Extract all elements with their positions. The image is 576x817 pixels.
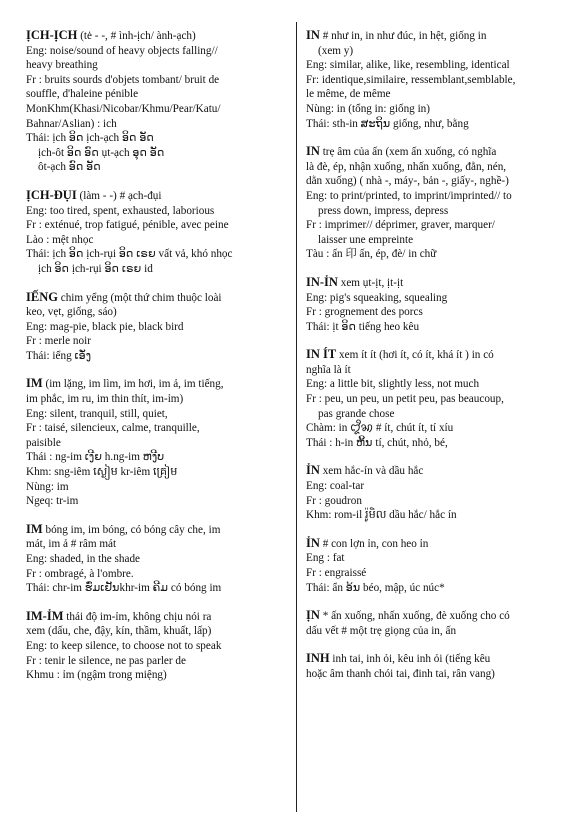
headword: IẾNG [26, 289, 58, 304]
entry-text: im phắc, im ru, im thin thít, im-ỉm) [26, 393, 184, 406]
dictionary-entry-in-an [306, 144, 554, 262]
dictionary-entry-inh [306, 651, 554, 681]
entry-line [26, 320, 288, 335]
entry-line [306, 233, 554, 248]
entry-line [306, 436, 554, 451]
headword: IN [306, 144, 320, 159]
entry-text: Fr : exténué, trop fatigué, pénible, avec peine [26, 219, 229, 232]
dictionary-entry-im-mat [26, 522, 288, 596]
entry-heading-line [306, 347, 554, 363]
entry-text: pas grande chose [318, 407, 395, 420]
entry-heading-line [306, 463, 554, 479]
entry-line [26, 233, 288, 248]
entry-line [306, 174, 554, 189]
entry-text: mát, im ả # râm mát [26, 538, 117, 551]
entry-line [26, 581, 288, 596]
entry-text: bóng im, im bóng, có bóng cây che, im [42, 523, 221, 536]
entry-line [26, 102, 288, 117]
entry-line [306, 551, 554, 566]
dictionary-entry-in-heo [306, 536, 554, 595]
entry-line [306, 363, 554, 378]
headword: ỊCH-ỊCH [26, 28, 78, 42]
entry-line [306, 58, 554, 73]
entry-text: MonKhm(Khasi/Nicobar/Khmu/Pear/Katu/ [26, 102, 221, 115]
headword: ỊN [306, 608, 320, 623]
entry-line [26, 567, 288, 582]
entry-text: * ấn xuống, nhấn xuống, đè xuống cho có [319, 610, 510, 623]
entry-heading-line [306, 28, 554, 44]
headword: ỈN [306, 535, 320, 550]
entry-text: Fr : grognement des porcs [306, 306, 423, 319]
entry-text: trẹ âm của ấn (xem ấn xuống, có nghĩa [319, 146, 497, 159]
entry-line [26, 73, 288, 88]
entry-line [26, 117, 288, 132]
entry-text: xem ụt-ịt, ịt-ịt [337, 276, 404, 289]
dictionary-entry-ieng [26, 290, 288, 364]
dictionary-entry-in-in [306, 275, 554, 334]
dictionary-entry-im-im [26, 609, 288, 683]
entry-text: Khm: rom-il រ៉ូមិល dầu hắc/ hắc ín [306, 509, 457, 522]
entry-text: Fr: identique,similaire, ressemblant,semblable, [306, 73, 516, 86]
entry-line [306, 117, 554, 132]
entry-line [26, 537, 288, 552]
entry-text: dằn xuống) ( nhà -, máy-, bản -, giấy-, nghề-) [306, 175, 509, 188]
entry-text: dấu vết # một trẹ giọng của in, ấn [306, 624, 457, 637]
entry-text: Eng: to print/printed, to imprint/imprinted// to [306, 189, 512, 202]
entry-text: Ngeq: tr-im [26, 495, 79, 508]
entry-text: # như in, in như đúc, in hệt, giống in [319, 30, 487, 42]
entry-line [26, 494, 288, 509]
entry-heading-line [26, 522, 288, 538]
entry-text: ịch ອິດ ịch-rụi ອິດ ເຣຍ id [38, 262, 153, 275]
entry-text: Fr : peu, un peu, un petit peu, pas beaucoup, [306, 393, 504, 406]
entry-line [26, 654, 288, 669]
entry-text: Thái: sth-in ສະຖິນ giống, như, bằng [306, 117, 469, 130]
entry-line [26, 44, 288, 59]
entry-line [26, 218, 288, 233]
entry-line [306, 204, 554, 219]
entry-line [306, 44, 554, 59]
entry-line [306, 247, 554, 262]
entry-text: paisible [26, 436, 61, 449]
entry-text: inh tai, inh ỏi, kêu inh ỏi (tiếng kêu [329, 653, 491, 666]
entry-text: Fr : tenir le silence, ne pas parler de [26, 654, 186, 667]
entry-line [26, 465, 288, 480]
entry-text: Fr : imprimer// déprimer, graver, marquer/ [306, 219, 495, 232]
entry-text: Thái: ịch ອິດ ịch-rụi ອິດ ເຣຍ vất vả, khó nhọc [26, 248, 233, 261]
entry-heading-line [26, 290, 288, 306]
entry-line [26, 552, 288, 567]
entry-line [26, 436, 288, 451]
entry-text: chim yểng (một thứ chim thuộc loài [57, 291, 222, 304]
entry-line [26, 668, 288, 683]
entry-text: Eng : fat [306, 552, 345, 565]
entry-text: Fr : bruits sourds d'objets tombant/ bruit de [26, 73, 220, 86]
entry-text: Chàm: in ꨁꨪꩆ # ít, chút ít, tí xíu [306, 422, 454, 435]
entry-text: Eng: silent, tranquil, still, quiet, [26, 407, 168, 420]
entry-line [26, 204, 288, 219]
entry-text: Fr : merle noir [26, 335, 91, 348]
entry-text: Eng: similar, alike, like, resembling, identical [306, 59, 510, 72]
entry-text: heavy breathing [26, 59, 98, 72]
headword: ỊCH-ĐỤI [26, 187, 77, 202]
entry-line [26, 160, 288, 175]
entry-line [306, 407, 554, 422]
entry-line [306, 508, 554, 523]
entry-text: Thái: ịt ອິດ tiếng heo kêu [306, 320, 420, 333]
entry-line [306, 102, 554, 117]
entry-line [26, 349, 288, 364]
dictionary-entry-in-nhan [306, 608, 554, 638]
entry-heading-line [26, 28, 288, 44]
headword: IN [306, 28, 320, 42]
entry-text: keo, vẹt, giống, sáo) [26, 306, 117, 319]
entry-heading-line [26, 609, 288, 625]
entry-text: Eng: noise/sound of heavy objects falling// [26, 44, 218, 57]
entry-line [26, 480, 288, 495]
dictionary-entry-in-nhu [306, 28, 554, 131]
entry-text: (tė - -, # ình-ịch/ ành-ạch) [77, 30, 196, 42]
entry-text: Thái : h-in ຫິ້ນ tí, chút, nhỏ, bé, [306, 436, 448, 449]
entry-text: ịch-ôt ອິດ ອົດ ụt-ạch ອຸດ ອັດ [38, 146, 165, 159]
entry-text: Thái: chr-im ຮົ່ມເຢັນkhr-im ຄີມ có bóng im [26, 582, 222, 595]
entry-text: Khmu : ỉm (ngậm trong miệng) [26, 669, 167, 682]
entry-text: Thái: iểng ເອັ່ງ [26, 349, 92, 362]
entry-text: Thái: ịch ອິດ ịch-ạch ອິດ ອັດ [26, 132, 154, 145]
entry-line [306, 479, 554, 494]
entry-text: press down, impress, depress [318, 204, 449, 217]
entry-line [306, 189, 554, 204]
entry-heading-line [306, 651, 554, 667]
entry-line [26, 392, 288, 407]
dictionary-entry-im [26, 376, 288, 508]
entry-line [26, 334, 288, 349]
headword: IM-ỈM [26, 608, 64, 623]
headword: IM [26, 376, 43, 391]
entry-line [26, 450, 288, 465]
entry-line [306, 494, 554, 509]
entry-line [26, 131, 288, 146]
entry-text: ôt-ạch ອົດ ອັດ [38, 161, 101, 174]
column-divider [296, 22, 297, 812]
entry-line [306, 320, 554, 335]
entry-text: là đè, ép, nhận xuống, nhấn xuống, đằn, nén, [306, 160, 507, 173]
entry-text: Eng: shaded, in the shade [26, 553, 141, 565]
headword: IN ÍT [306, 347, 337, 362]
entry-line [306, 218, 554, 233]
entry-heading-line [306, 608, 554, 624]
entry-line [306, 667, 554, 682]
entry-text: laisser une empreinte [318, 233, 414, 246]
dictionary-entry-in-it [306, 347, 554, 450]
entry-heading-line [306, 144, 554, 160]
entry-heading-line [26, 188, 288, 204]
left-column [26, 28, 288, 696]
entry-heading-line [306, 536, 554, 552]
entry-text: (xem y) [318, 44, 354, 57]
headword: INH [306, 651, 330, 666]
entry-text: le même, de même [306, 88, 391, 101]
entry-line [306, 87, 554, 102]
entry-line [26, 639, 288, 654]
headword: IN-ỈN [306, 274, 338, 289]
entry-line [26, 58, 288, 73]
entry-text: Nùng: im [26, 480, 69, 493]
entry-text: Eng: to keep silence, to choose not to speak [26, 639, 222, 652]
entry-text: Fr : ombragé, à l'ombre. [26, 567, 134, 580]
entry-text: Thái: ẩn ອ້ນ béo, mập, úc núc* [306, 581, 445, 594]
entry-text: xem hắc-ín và dầu hắc [319, 465, 424, 478]
entry-line [26, 624, 288, 639]
entry-text: hoặc âm thanh chói tai, đinh tai, rân vang) [306, 667, 495, 680]
entry-text: Thái : ng-im ເງີຍ h.ng-im ຫງີບ [26, 451, 165, 464]
entry-text: Lào : mệt nhọc [26, 233, 94, 246]
entry-line [306, 160, 554, 175]
dictionary-entry-ich-dui [26, 188, 288, 277]
headword: IM [26, 521, 43, 536]
entry-line [306, 566, 554, 581]
entry-text: Fr : taisé, silencieux, calme, tranquille, [26, 422, 200, 435]
entry-text: xem (dấu, che, đậy, kín, thầm, khuất, lấp) [26, 625, 212, 638]
entry-text: Fr : goudron [306, 494, 362, 507]
entry-text: Fr : engraissé [306, 567, 367, 579]
entry-line [306, 624, 554, 639]
entry-text: Nùng: in (tổng in: giống in) [306, 102, 430, 115]
entry-text: (im lặng, im lìm, im hơi, im ả, im tiếng, [42, 378, 224, 391]
entry-line [26, 305, 288, 320]
entry-line [26, 247, 288, 262]
entry-line [306, 392, 554, 407]
entry-line [306, 305, 554, 320]
right-column [306, 28, 554, 695]
entry-text: thái độ im-ỉm, không chịu nói ra [63, 610, 212, 623]
entry-line [26, 421, 288, 436]
entry-text: Tàu : ấn 印 ấn, ép, đè/ in chữ [306, 248, 437, 261]
entry-text: Bahnar/Aslian) : ich [26, 117, 117, 130]
dictionary-entry-ich-ich [26, 28, 288, 175]
entry-text: Eng: coal-tar [306, 480, 365, 493]
entry-line [26, 407, 288, 422]
entry-text: (làm - -) # ạch-đụi [76, 189, 162, 202]
entry-text: Khm: sng-iêm ស្ងៀម kr-iêm គ្រៀម [26, 466, 178, 479]
entry-text: Eng: pig's squeaking, squealing [306, 291, 448, 304]
entry-text: Eng: too tired, spent, exhausted, laborious [26, 204, 215, 217]
entry-text: xem ít ít (hơi ít, có ít, khá ít ) in có [336, 349, 494, 362]
headword: ỈN [306, 463, 320, 478]
entry-line [306, 377, 554, 392]
entry-heading-line [306, 275, 554, 291]
entry-line [26, 87, 288, 102]
entry-text: Eng: a little bit, slightly less, not much [306, 378, 480, 391]
entry-text: nghĩa là ít [306, 363, 351, 376]
entry-text: # con lợn ỉn, con heo ỉn [319, 537, 429, 550]
entry-line [306, 291, 554, 306]
entry-line [306, 581, 554, 596]
entry-line [26, 146, 288, 161]
entry-line [306, 421, 554, 436]
entry-heading-line [26, 376, 288, 392]
entry-text: Eng: mag-pie, black pie, black bird [26, 320, 184, 333]
entry-text: souffle, d'haleine pénible [26, 88, 139, 101]
dictionary-entry-in-hac [306, 463, 554, 522]
entry-line [26, 262, 288, 277]
entry-line [306, 73, 554, 88]
